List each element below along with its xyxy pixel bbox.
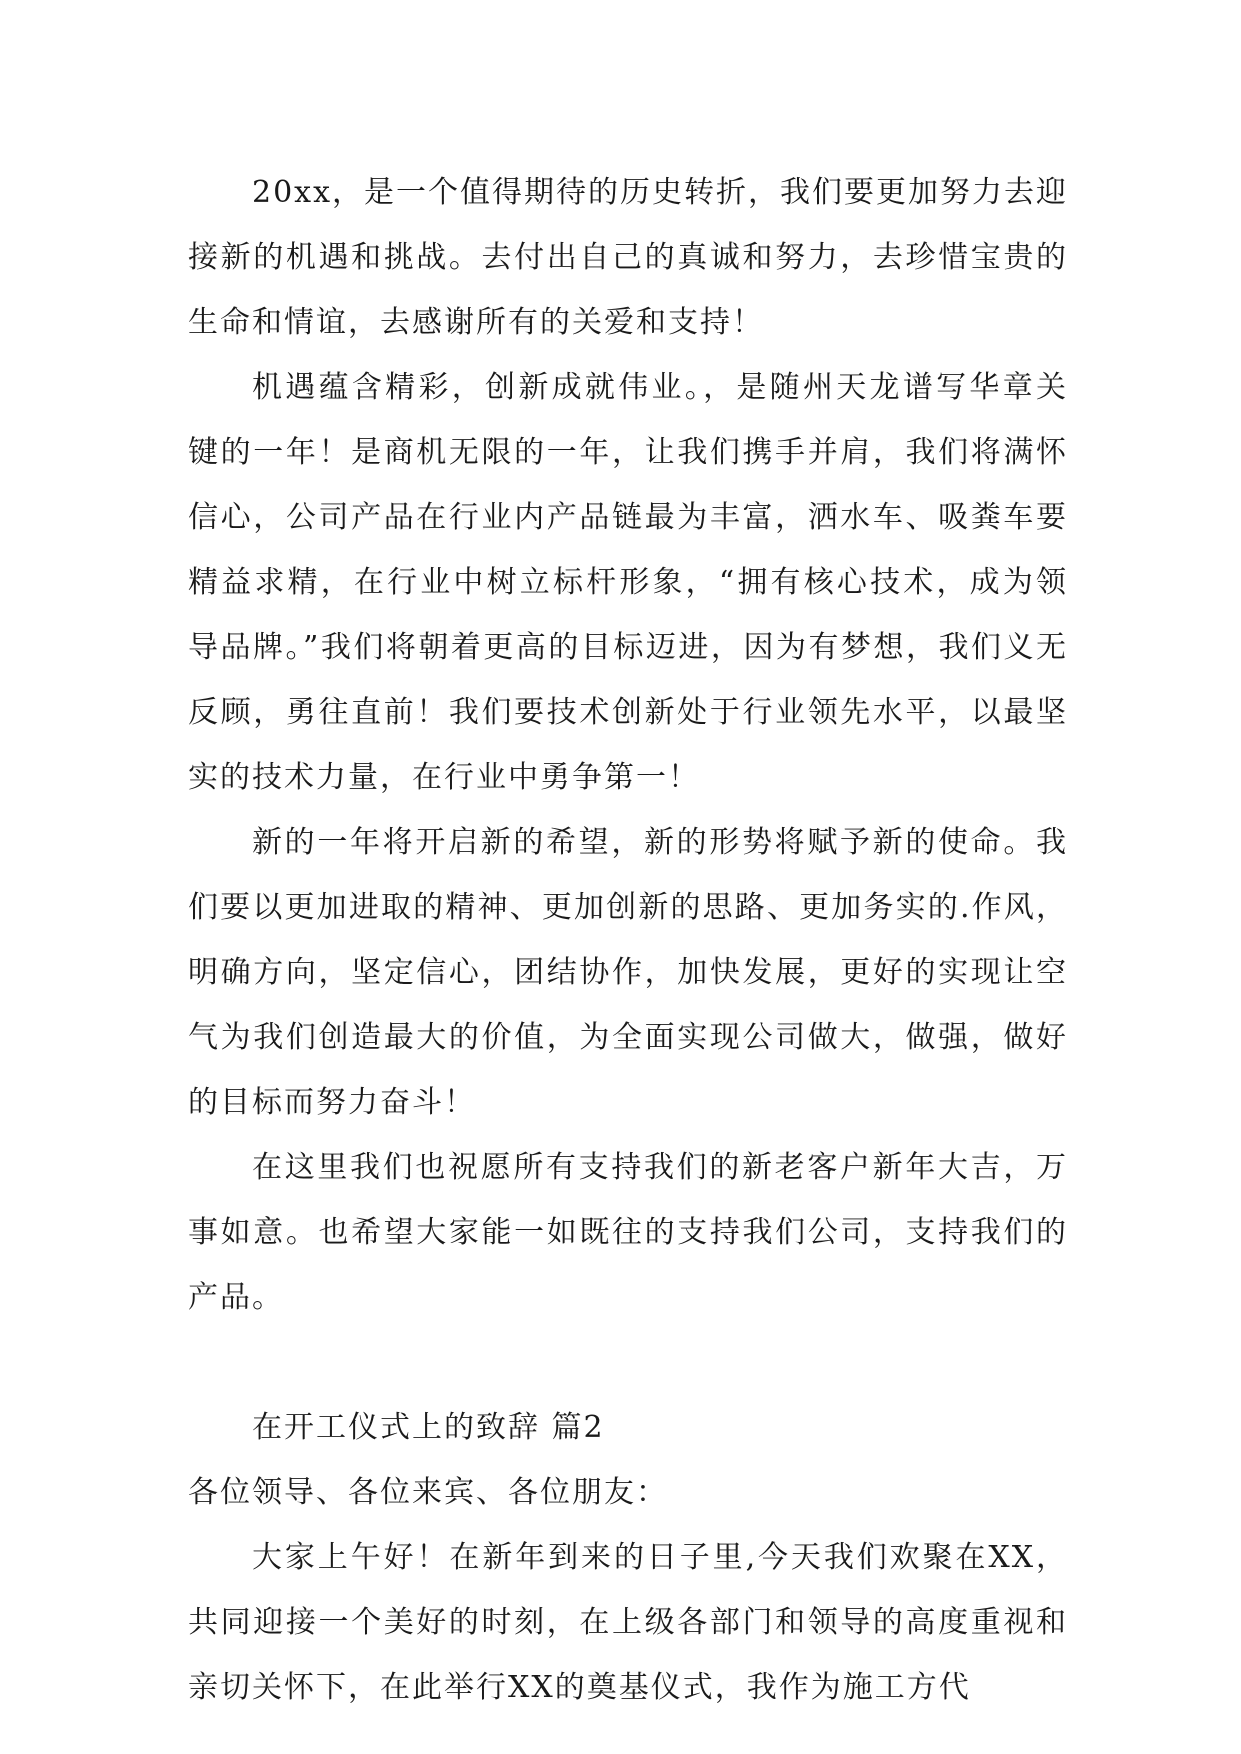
paragraph-2: 机遇蕴含精彩，创新成就伟业。，是随州天龙谱写华章关键的一年！是商机无限的一年，让我们携手并肩，我们将满怀信心，公司产品在行业内产品链最为丰富，洒水车、吸粪车要精益求精，在行业中树立标杆形象，“拥有核心技术，成为领导品牌。”我们将朝着更高的目标迈进，因为有梦想，我们义无反顾，勇往直前！我们要技术创新处于行业领先水平，以最坚实的技术力量，在行业中勇争第一！ xyxy=(188,370,1068,795)
paragraph-3: 新的一年将开启新的希望，新的形势将赋予新的使命。我们要以更加进取的精神、更加创新的思路、更加务实的.作风，明确方向，坚定信心，团结协作，加快发展，更好的实现让空气为我们创造最大的价值，为全面实现公司做大，做强，做好的目标而努力奋斗！ xyxy=(188,825,1068,1120)
document-body xyxy=(188,160,1068,1720)
section-heading: 在开工仪式上的致辞 篇2 xyxy=(252,1410,605,1445)
paragraph-4: 在这里我们也祝愿所有支持我们的新老客户新年大吉，万事如意。也希望大家能一如既往的支持我们公司，支持我们的产品。 xyxy=(188,1150,1068,1315)
paragraph-1: 20xx，是一个值得期待的历史转折，我们要更加努力去迎接新的机遇和挑战。去付出自己的真诚和努力，去珍惜宝贵的生命和情谊，去感谢所有的关爱和支持！ xyxy=(188,175,1069,340)
section-paragraph-1: 大家上午好！在新年到来的日子里,今天我们欢聚在XX，共同迎接一个美好的时刻，在上级各部门和领导的高度重视和亲切关怀下，在此举行XX的奠基仪式，我作为施工方代 xyxy=(188,1540,1068,1705)
salutation: 各位领导、各位来宾、各位朋友： xyxy=(188,1475,668,1510)
